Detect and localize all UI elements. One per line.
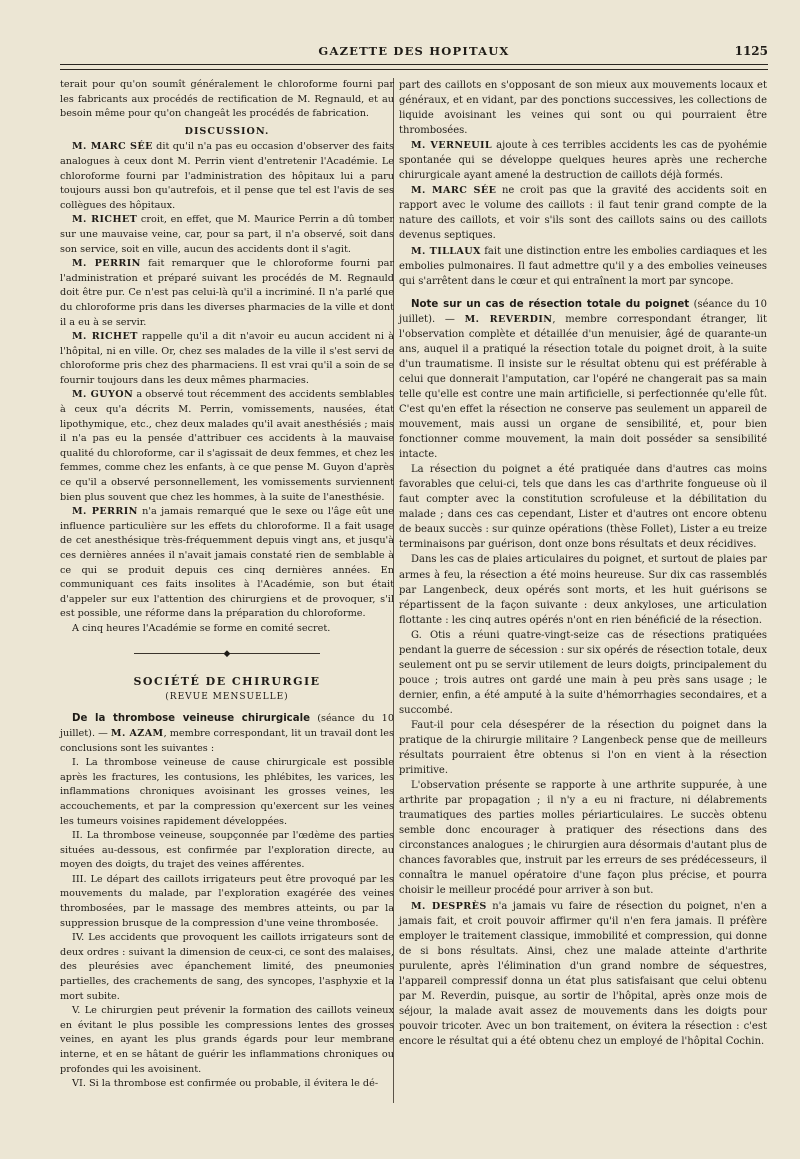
paragraph xyxy=(399,297,767,463)
paragraph-text: a observé tout récemment des accidents semblables à ceux qu'a décrits M. Perrin, vomissements, nausées, état lipothymique, etc., chez deux malades qu'il avait anesthésiés ; mais il n'a pas eu la pensée d'attribuer ces accidents à la mauvaise qualité du chloroforme, car il s'agissait de deux femmes, et chez les femmes, comme chez les enfants, à ce que pense M. Guyon d'après ce qu'il a observé personnellement, les vomissements surviennent bien plus souvent que chez les hommes, à la suite de l'anesthésie. xyxy=(60,389,394,503)
speaker-name: M. AZAM xyxy=(110,727,164,739)
conclusion-item: III. Le départ des caillots irrigateurs peut être provoqué par les mouvements du malade, par l'exploration exagérée des veines thrombosées, par le massage des membres atteints, ou par la suppression brusque de la compression d'une veine thrombosée. xyxy=(60,873,394,929)
paragraph xyxy=(60,330,394,388)
speaker-name: M. MARC SÉE xyxy=(411,185,497,197)
paragraph xyxy=(60,712,394,756)
paragraph-text: n'a jamais vu faire de résection du poignet, n'en a jamais fait, et croit pouvoir affirmer qu'il n'en fera jamais. Il préfère employer le traitement classique, immobilité et compression, qui donne de si bons résultats. Ainsi, chez une malade atteinte d'arthrite purulente, après l'élimination d'un grand nombre de séquestres, l'appareil compressif donna un état plus satisfaisant que celui obtenu par M. Reverdin, puisque, au sortir de l'hôpital, après onze mois de séjour, la malade avait assez de mouvements dans les doigts pour pouvoir tricoter. Avec un bon traitement, on évitera la résection : c'est encore le résultat qui a été obtenu chez un employé de l'hôpital Cochin. xyxy=(399,900,767,1047)
paragraph: La résection du poignet a été pratiquée dans d'autres cas moins favorables que celui-ci, tels que dans les cas d'arthrite fongueuse où il faut compter avec la constitution scrofuleuse et la débilitation du malade ; dans ces cas cependant, Lister et d'autres ont encore obtenu de beaux succès : sur quinze opérations (thèse Follet), Lister a eu treize terminaisons par guérison, dont onze bons résultats et deux récidives. xyxy=(399,464,767,551)
paragraph: G. Otis a réuni quatre-vingt-seize cas de résections pratiquées pendant la guerre de sécession : sur six opérés de résection totale, deux seulement ont pu se servir utilement de leurs doigts, principalement du pouce ; trois autres ont gardé une main à peu près sans usage ; le dernier, enfin, a été amputé à la suite d'hémorrhagies secondaires, et a succombé. xyxy=(399,629,767,716)
paragraph: Faut-il pour cela désespérer de la résection du poignet dans la pratique de la chirurgie militaire ? Langenbeck pense que de meilleurs résultats pourraient être obtenus si l'on en vient à la résection primitive. xyxy=(399,719,767,777)
paragraph xyxy=(60,257,394,330)
paragraph xyxy=(399,138,767,183)
paragraph-text: rappelle qu'il a dit n'avoir eu aucun accident ni à l'hôpital, ni en ville. Or, chez ses malades de la ville il s'est servi de chloroforme pris chez des pharmaciens. Il est vrai qu'il a soin de se fournir toujours dans les deux mêmes pharmacies. xyxy=(60,331,394,386)
paragraph-text: fait une distinction entre les embolies cardiaques et les embolies pulmonaires. Il faut admettre qu'il y a des embolies veineuses qui s'arrêtent dans le cœur et qui entraînent la mort par syncope. xyxy=(399,245,768,287)
paragraph-text: (séance du 10 juillet). — xyxy=(399,298,767,325)
speaker-name: M. GUYON xyxy=(72,389,134,401)
paragraph: L'observation présente se rapporte à une arthrite suppurée, à une arthrite par propagation ; il n'y a eu ni fracture, ni délabrements traumatiques des parties molles périarticulaires. Le succès obtenu semble donc encourager à pratiquer des résections dans des circonstances analogues ; le chirurgien aura désormais d'autant plus de chances favorables que, instruit par les erreurs de ses prédécesseurs, il connaîtra le manuel opératoire d'une façon plus précise, et pourra choisir le meilleur procédé pour arriver à son but. xyxy=(399,780,767,897)
paragraph-text: (séance du 10 juillet). — xyxy=(60,713,394,739)
paragraph: terait pour qu'on soumît généralement le chloroforme fourni par les fabricants aux procédés de rectification de M. Regnauld, et au besoin même pour qu'on changeât les procédés de fabrication. xyxy=(60,79,394,120)
speaker-name: M. VERNEUIL xyxy=(411,140,493,152)
conclusion-item: II. La thrombose veineuse, soupçonnée par l'œdème des parties situées au-dessous, est confirmée par l'exploration directe, au moyen des doigts, du trajet des veines afférentes. xyxy=(60,830,394,871)
running-head xyxy=(60,44,768,62)
paragraph-text: dit qu'il n'a pas eu occasion d'observer des faits analogues à ceux dont M. Perrin vient d'entretenir l'Académie. Le chloroforme fourni par l'administration des hôpitaux lui a paru toujours aussi bon qu'autrefois, et il pense que tel est l'avis de ses collègues des hôpitaux. xyxy=(60,141,395,211)
speaker-name: M. DESPRÈS xyxy=(411,900,487,912)
speaker-name: M. TILLAUX xyxy=(411,245,481,257)
paragraph-text: croit, en effet, que M. Maurice Perrin a dû tomber sur une mauvaise veine, car, pour sa part, il n'a observé, soit dans son service, soit en ville, aucun des accidents dont il s'agit. xyxy=(60,214,394,255)
paragraph xyxy=(60,388,394,505)
paragraph-text: , membre correspondant, lit un travail dont les conclusions sont les suivantes : xyxy=(60,727,394,754)
paragraph xyxy=(399,244,767,289)
section-title: SOCIÉTÉ DE CHIRURGIE xyxy=(133,675,321,689)
conclusion-item: I. La thrombose veineuse de cause chirurgicale est possible après les fractures, les contusions, les phlébites, les varices, les inflammations chroniques avoisinant les grosses veines, les accouchements, et par la compression qu'exercent sur les veines les tumeurs voisines rapidement développées. xyxy=(60,757,394,827)
paragraph: part des caillots en s'opposant de son mieux aux mouvements locaux et généraux, et en vidant, par des ponctions successives, les collections de liquide avoisinant les veines qui sont ou qui pourraient être thrombosées. xyxy=(399,80,767,137)
article-title: Note sur un cas de résection totale du poignet xyxy=(411,298,690,310)
paragraph xyxy=(399,183,767,243)
paragraph xyxy=(60,213,394,257)
article-title: De la thrombose veineuse chirurgicale xyxy=(72,713,310,725)
page-number: 1125 xyxy=(734,44,768,58)
speaker-name: M. RICHET xyxy=(72,214,138,226)
paragraph: A cinq heures l'Académie se forme en comité secret. xyxy=(72,622,331,634)
paragraph: Dans les cas de plaies articulaires du poignet, et surtout de plaies par armes à feu, la résection a été moins heureuse. Sur dix cas rassemblés par Langenbeck, deux opérés sont morts, et les huit guérisons se répartissent de la façon suivante : deux ankyloses, une articulation flottante : les cinq autres opérés n'ont en rien bénéficié de la résection. xyxy=(399,554,767,626)
left-column xyxy=(60,78,394,1092)
speaker-name: M. MARC SÉE xyxy=(72,141,153,153)
journal-title: GAZETTE DES HOPITAUX xyxy=(318,44,510,58)
paragraph-text: n'a jamais remarqué que le sexe ou l'âge eût une influence particulière sur les effets du chloroforme. Il a fait usage de cet anesthésique très-fréquemment depuis vingt ans, et jusqu'à ces dernières années il n'avait jamais constaté rien de semblable à ce qui se produit depuis ces cinq dernières années. En communiquant ces faits insolites à l'Académie, son but était d'appeler sur eux l'attention des chirurgiens et de provoquer, s'il est possible, une réforme dans la préparation du chloroforme. xyxy=(60,506,394,620)
header-rule-bottom xyxy=(60,69,768,70)
speaker-name: M. REVERDIN xyxy=(464,313,553,325)
paragraph-text: ne croit pas que la gravité des accidents soit en rapport avec le volume des caillots : il faut tenir grand compte de la nature des caillots, et voir s'ils sont des caillots sains ou des caillots devenus septiques. xyxy=(399,185,767,242)
header-rule-top xyxy=(60,64,768,65)
section-subtitle: (REVUE MENSUELLE) xyxy=(165,691,289,702)
discussion-heading: DISCUSSION. xyxy=(184,125,270,137)
paragraph xyxy=(60,140,394,213)
speaker-name: M. PERRIN xyxy=(72,258,141,270)
paragraph xyxy=(399,899,767,1049)
conclusion-item: VI. Si la thrombose est confirmée ou probable, il évitera le dé- xyxy=(72,1078,379,1090)
paragraph-text: fait remarquer que le chloroforme fourni par l'administration et préparé suivant les procédés de M. Regnauld doit être pur. Ce n'est pas celui-là qu'il a incriminé. Il n'a parlé que du chloroforme pris dans les diverses pharmacies de la ville et dont il a eu à se servir. xyxy=(60,258,394,328)
speaker-name: M. RICHET xyxy=(72,331,138,343)
paragraph-text: ajoute à ces terribles accidents les cas de pyohémie spontanée qui se développe quelques heures après une recherche chirurgicale ayant amené la destruction de caillots déjà formés. xyxy=(399,140,767,182)
paragraph xyxy=(60,505,394,622)
section-ornament: ◆ xyxy=(60,647,394,662)
paragraph-text: , membre correspondant étranger, lit l'observation complète et détaillée d'un menuisier, âgé de quarante-un ans, auquel il a pratiqué la résection totale du poignet droit, à la suite d'un traumatisme. Il insiste sur le résultat obtenu qui est préférable à celui que donnerait l'amputation, car l'opéré ne changerait pas sa main telle qu'elle est contre une main artificielle, si perfectionnée qu'elle fût. C'est qu'en effet la résection ne conserve pas seulement un appareil de mouvement, mais aussi un organe de sensibilité, et, pour bien fonctionner comme mouvement, la main doit posséder sa sensibilité intacte. xyxy=(399,313,767,461)
right-column xyxy=(399,78,767,1049)
conclusion-item: IV. Les accidents que provoquent les caillots irrigateurs sont de deux ordres : suivant la dimension de ceux-ci, ce sont des malaises, des pleurésies avec épanchement limité, des pneumonies partielles, des crachements de sang, des syncopes, l'asphyxie et la mort subite. xyxy=(60,932,394,1002)
speaker-name: M. PERRIN xyxy=(72,506,138,518)
conclusion-item: V. Le chirurgien peut prévenir la formation des caillots veineux en évitant le plus possible les compressions lentes des grosses veines, en ayant les plus grands égards pour leur membrane interne, et en se hâtant de guérir les inflammations chroniques ou profondes qui les avoisinent. xyxy=(60,1005,394,1075)
